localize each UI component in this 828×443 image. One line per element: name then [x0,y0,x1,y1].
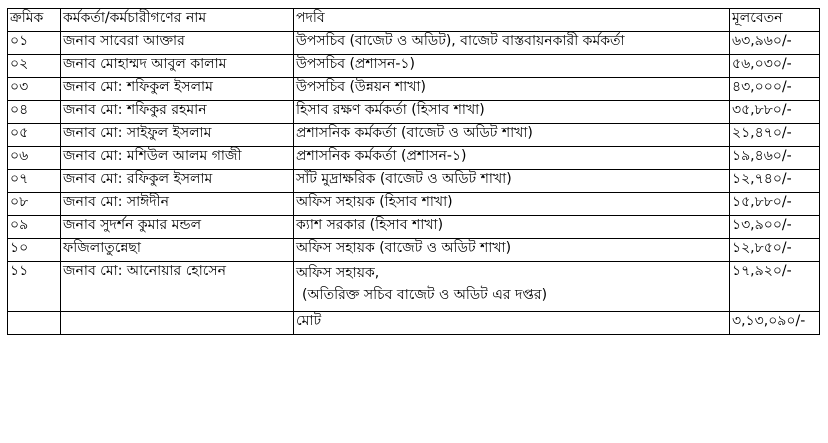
total-label: মোট [294,312,730,335]
header-name: কর্মকর্তা/কর্মচারীগণের নাম [61,9,294,32]
name-cell: জনাব মো: আনোয়ার হোসেন [61,262,294,312]
header-serial: ক্রমিক [8,9,61,32]
salary-cell: ১৯,৪৬০/- [730,147,820,170]
header-designation: পদবি [294,9,730,32]
serial-cell: ০৩ [8,78,61,101]
table-header-row [8,9,820,32]
serial-cell: ০৯ [8,216,61,239]
serial-cell: ০৪ [8,101,61,124]
header-salary: মূলবেতন [730,9,820,32]
serial-cell: ১০ [8,239,61,262]
table-row [8,32,820,55]
designation-cell: ক্যাশ সরকার (হিসাব শাখা) [294,216,730,239]
table-row [8,55,820,78]
salary-cell: ৪৩,০০০/- [730,78,820,101]
total-empty-name [61,312,294,335]
designation-cell [294,262,730,312]
name-cell: ফজিলাতুন্নেছা [61,239,294,262]
serial-cell: ০৭ [8,170,61,193]
table-row [8,262,820,312]
designation-cell: উপসচিব (উন্নয়ন শাখা) [294,78,730,101]
table-row [8,239,820,262]
table-row [8,216,820,239]
salary-cell: ২১,৪৭০/- [730,124,820,147]
total-row [8,312,820,335]
designation-line-2: (অতিরিক্ত সচিব বাজেট ও অডিট এর দপ্তর) [302,287,548,303]
salary-cell: ১৭,৯২০/- [730,262,820,312]
designation-cell: উপসচিব (বাজেট ও অডিট), বাজেট বাস্তবায়নকারী কর্মকর্তা [294,32,730,55]
designation-cell: অফিস সহায়ক (হিসাব শাখা) [294,193,730,216]
name-cell: জনাব মো: রফিকুল ইসলাম [61,170,294,193]
table-row [8,170,820,193]
name-cell: জনাব মো: মশিউল আলম গাজী [61,147,294,170]
serial-cell: ১১ [8,262,61,312]
serial-cell: ০৫ [8,124,61,147]
salary-cell: ৬৩,৯৬০/- [730,32,820,55]
table-row [8,124,820,147]
designation-cell: প্রশাসনিক কর্মকর্তা (বাজেট ও অডিট শাখা) [294,124,730,147]
total-value: ৩,১৩,০৯০/- [730,312,820,335]
designation-cell: প্রশাসনিক কর্মকর্তা (প্রশাসন-১) [294,147,730,170]
salary-cell: ৩৫,৮৮০/- [730,101,820,124]
serial-cell: ০৬ [8,147,61,170]
table-row [8,101,820,124]
table-row [8,78,820,101]
salary-cell: ৫৬,০৩০/- [730,55,820,78]
name-cell: জনাব মো: সাঈদীন [61,193,294,216]
designation-cell: হিসাব রক্ষণ কর্মকর্তা (হিসাব শাখা) [294,101,730,124]
total-empty-serial [8,312,61,335]
serial-cell: ০২ [8,55,61,78]
designation-cell: অফিস সহায়ক (বাজেট ও অডিট শাখা) [294,239,730,262]
salary-table [7,8,820,335]
table-row [8,193,820,216]
name-cell: জনাব মো: শফিকুর রহমান [61,101,294,124]
designation-line-1: অফিস সহায়ক, [296,265,380,281]
name-cell: জনাব মো: শফিকুল ইসলাম [61,78,294,101]
table-row [8,147,820,170]
name-cell: জনাব সুদর্শন কুমার মন্ডল [61,216,294,239]
salary-cell: ১২,৭৪০/- [730,170,820,193]
designation-cell: সাঁট মুদ্রাক্ষরিক (বাজেট ও অডিট শাখা) [294,170,730,193]
serial-cell: ০১ [8,32,61,55]
serial-cell: ০৮ [8,193,61,216]
designation-cell: উপসচিব (প্রশাসন-১) [294,55,730,78]
salary-cell: ১৩,৯০০/- [730,216,820,239]
salary-cell: ১২,৮৫০/- [730,239,820,262]
name-cell: জনাব মোহাম্মদ আবুল কালাম [61,55,294,78]
name-cell: জনাব মো: সাইফুল ইসলাম [61,124,294,147]
name-cell: জনাব সাবেরা আক্তার [61,32,294,55]
salary-cell: ১৫,৮৮০/- [730,193,820,216]
